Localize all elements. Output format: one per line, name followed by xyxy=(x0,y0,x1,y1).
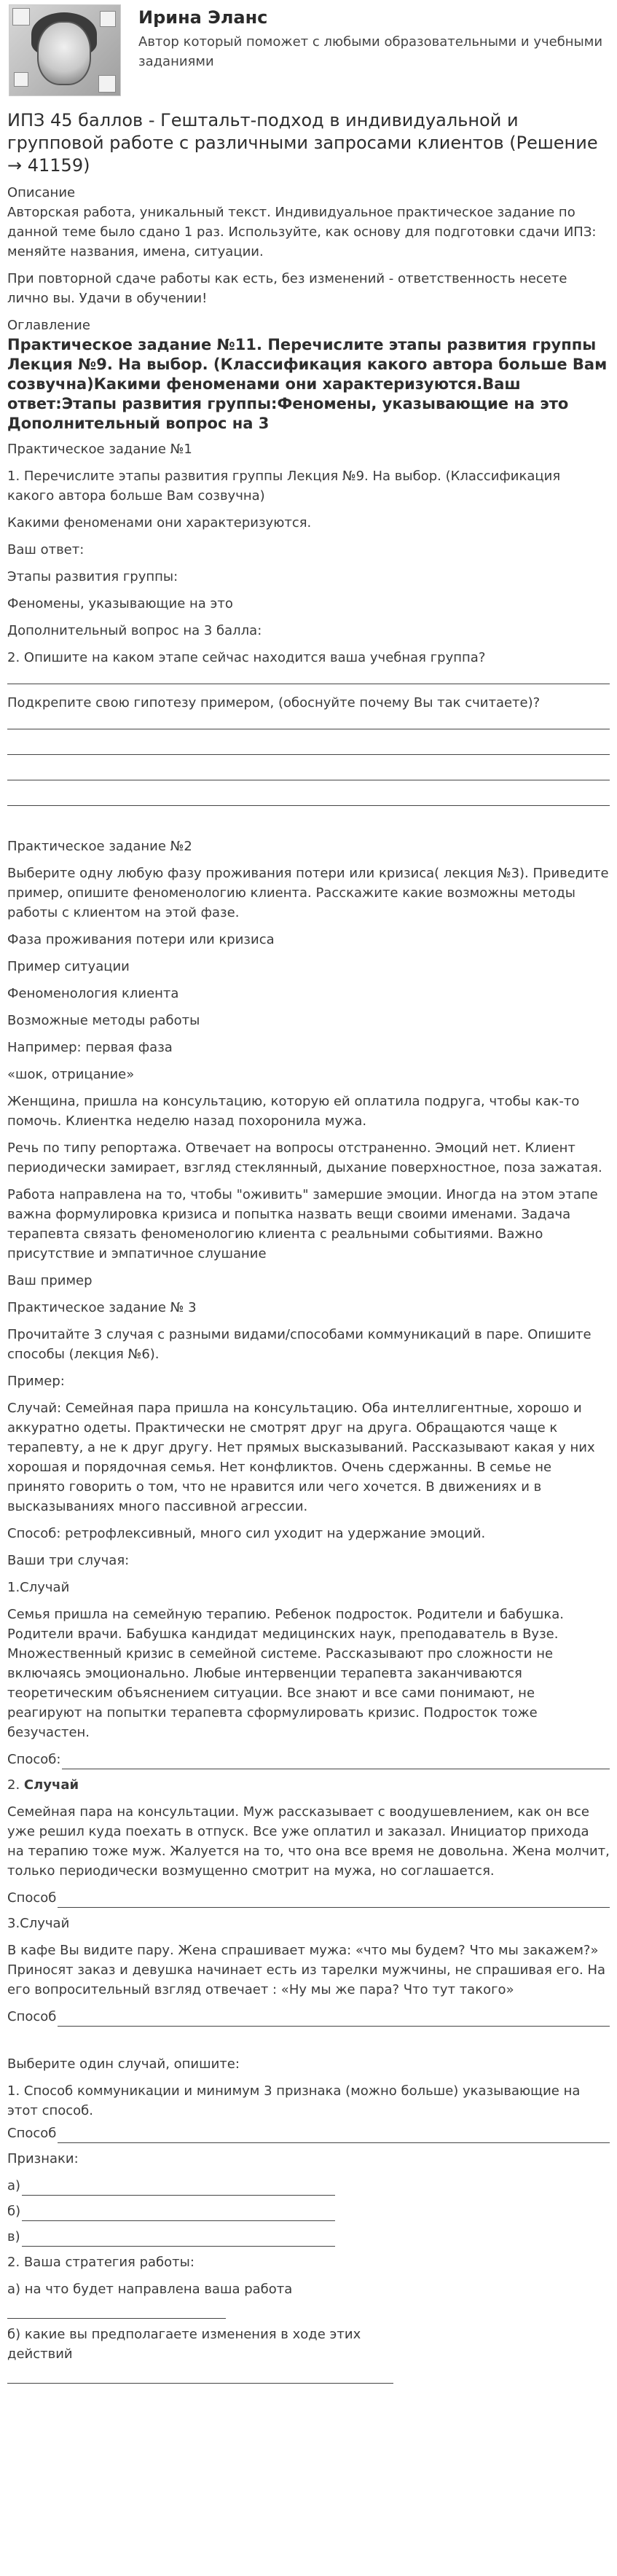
strategy-b-text: б) какие вы предполагаете изменения в ходе этих действий xyxy=(7,2327,361,2362)
answer-line xyxy=(7,2305,226,2319)
task3-heading: Практическое задание № 3 xyxy=(7,1300,197,1315)
task2-case-text: Женщина, пришла на консультацию, которую ей оплатила подруга, чтобы как-то помочь. Клиентка неделю назад похоронила мужа. xyxy=(7,1094,580,1129)
answer-line xyxy=(7,668,610,684)
sign-c-field xyxy=(7,2227,610,2247)
answer-line xyxy=(22,2180,335,2196)
task1-phenomena-label: Феномены, указывающие на это xyxy=(7,596,233,611)
document-content xyxy=(0,109,617,2384)
task1-stages-label: Этапы развития группы: xyxy=(7,569,178,584)
task2-methods-label: Возможные методы работы xyxy=(7,1013,200,1028)
task2-your-example: Ваш пример xyxy=(7,1273,93,1288)
task2-text: Выберите одну любую фазу проживания потери или кризиса( лекция №3). Приведите пример, опишите феноменологию клиента. Расскажите какие возможны методы работы с клиентом на этой фазе. xyxy=(7,866,609,920)
case2-text: Семейная пара на консультации. Муж рассказывает с воодушевлением, как он все уже решил куда поехать в отпуск. Все уже оплатил и заказал. Инициатор прихода на терапию тоже муж. Жалуется на то, что она все время не довольна. Жена молчит, только периодически возмущенно смотрит на мужа, но соглашается. xyxy=(7,1804,610,1879)
case3-method-field xyxy=(7,2007,610,2027)
case3-label: 3.Случай xyxy=(7,1916,70,1931)
case3-text: В кафе Вы видите пару. Жена спрашивает мужа: «что мы будем? Что мы закажем?» Приносят заказ и девушка начинает есть из тарелки мужчины, не спрашивая его. На его вопросительный взгляд отвечает : «Ну мы же пара? Что тут такого» xyxy=(7,1943,606,1997)
task1-extra-question: Дополнительный вопрос на 3 балла: xyxy=(7,623,262,638)
author-name[interactable]: Ирина Эланс xyxy=(138,7,268,28)
answer-line xyxy=(58,1892,610,1908)
task1-question-1b: Какими феноменами они характеризуются. xyxy=(7,515,312,531)
strategy-b-field xyxy=(7,2325,415,2384)
task2-phenomenology-label: Феноменология клиента xyxy=(7,986,179,1001)
task2-example-phase: Например: первая фаза xyxy=(7,1040,173,1055)
author-description: Автор который поможет с любыми образовательными и учебными заданиями xyxy=(138,34,603,69)
case1-method-field xyxy=(7,1750,610,1769)
task2-phase-label: Фаза проживания потери или кризиса xyxy=(7,932,275,947)
answer-line xyxy=(7,2370,393,2384)
method-label: Способ xyxy=(7,2126,57,2141)
choose-case-label: Выберите один случай, опишите: xyxy=(7,2056,240,2072)
method-label: Способ: xyxy=(7,1752,61,1767)
task3-example-method: Способ: ретрофлексивный, много сил уходит на удержание эмоций. xyxy=(7,1526,486,1541)
task1-answer-label: Ваш ответ: xyxy=(7,542,85,557)
method-label: Способ xyxy=(7,2009,57,2024)
answer-line xyxy=(22,2231,335,2247)
case2-label xyxy=(7,1775,610,1795)
page-title: ИПЗ 45 баллов - Гештальт-подход в индивидуальной и групповой работе с различными запросами клиентов (Решение → 41159) xyxy=(7,110,598,176)
description-text-1: Авторская работа, уникальный текст. Индивидуальное практическое задание по данной теме было сдано 1 раз. Используйте, как основу для подготовки сдачи ИПЗ: меняйте названия, имена, ситуации. xyxy=(7,205,597,259)
answer-line xyxy=(7,764,610,780)
task2-work-text: Работа направлена на то, чтобы "оживить" замершие эмоции. Иногда на этом этапе важна формулировка кризиса и попытка назвать вещи своими именами. Задача терапевта связать феноменологию клиента с реальными событиями. Важно присутствие и эмпатичное слушание xyxy=(7,1187,598,1261)
case2-number: 2. xyxy=(7,1777,20,1793)
task3-text: Прочитайте 3 случая с разными видами/способами коммуникаций в паре. Опишите способы (лекция №6). xyxy=(7,1327,592,1362)
sign-b-label: б) xyxy=(7,2204,21,2219)
answer-line xyxy=(62,1754,610,1769)
task2-speech-text: Речь по типу репортажа. Отвечает на вопросы отстраненно. Эмоций нет. Клиент периодически замирает, взгляд стеклянный, дыхание поверхностное, поза зажатая. xyxy=(7,1140,602,1175)
answer-line xyxy=(7,738,610,755)
case2-method-field xyxy=(7,1888,610,1908)
case2-label-bold: Случай xyxy=(23,1777,79,1793)
task3-example-case: Случай: Семейная пара пришла на консультацию. Оба интеллигентные, хорошо и аккуратно одеты. Практически не смотрят друг на друга. Обращаются чаще к терапевту, а не к друг другу. Нет прямых высказываний. Рассказывают какая у них хорошая и порядочная семья. Нет конфликтов. Очень сдержанны. В семье не принято говорить о том, что не нравится или чего хочется. В движениях и в высказываниях много пассивной агрессии. xyxy=(7,1401,595,1514)
task2-heading: Практическое задание №2 xyxy=(7,839,192,854)
sign-a-label: а) xyxy=(7,2178,21,2193)
task1-heading: Практическое задание №1 xyxy=(7,442,192,457)
toc-text: Практическое задание №11. Перечислите этапы развития группы Лекция №9. На выбор. (Классификация какого автора больше Вам созвучна)Какими феноменами они характеризуются.Ваш ответ:Этапы развития группы:Феномены, указывающие на это Дополнительный вопрос на 3 xyxy=(7,336,608,432)
answer-line xyxy=(58,2011,610,2027)
answer-line xyxy=(7,789,610,806)
sign-c-label: в) xyxy=(7,2229,20,2244)
answer-line xyxy=(58,2128,610,2143)
task1-question-2: 2. Опишите на каком этапе сейчас находится ваша учебная группа? xyxy=(7,650,486,665)
sign-a-field xyxy=(7,2176,610,2196)
case1-text: Семья пришла на семейную терапию. Ребенок подросток. Родители и бабушка. Родители врачи. Бабушка кандидат медицинских наук, преподаватель в Вузе. Множественный кризис в семейной системе. Рассказывают про сложности не включаясь эмоционально. Любые интервенции терапевта заканчиваются теоретическим объяснением ситуации. Все знают и все сами понимают, не реагируют на попытки терапевта сформулировать кризис. Подросток тоже безучастен. xyxy=(7,1607,564,1740)
sign-b-field xyxy=(7,2201,610,2221)
strategy-label: 2. Ваша стратегия работы: xyxy=(7,2255,194,2270)
author-header xyxy=(0,0,617,109)
method-label: Способ xyxy=(7,1890,57,1906)
task2-example-shock: «шок, отрицание» xyxy=(7,1067,135,1082)
answer-line xyxy=(7,713,610,729)
task1-question-1: 1. Перечислите этапы развития группы Лекция №9. На выбор. (Классификация какого автора больше Вам созвучна) xyxy=(7,469,561,504)
task3-your-cases-label: Ваши три случая: xyxy=(7,1553,130,1568)
choose-question-1: 1. Способ коммуникации и минимум 3 признака (можно больше) указывающие на этот способ. xyxy=(7,2083,581,2118)
description-text-2: При повторной сдаче работы как есть, без изменений - ответственность несете лично вы. Удачи в обучении! xyxy=(7,271,567,306)
strategy-a-field xyxy=(7,2279,415,2319)
task3-example-label: Пример: xyxy=(7,1374,65,1389)
description-label: Описание xyxy=(7,185,76,200)
strategy-a-text: а) на что будет направлена ваша работа xyxy=(7,2282,293,2297)
task1-support-question: Подкрепите свою гипотезу примером, (обоснуйте почему Вы так считаете)? xyxy=(7,695,541,710)
answer-line xyxy=(22,2206,335,2221)
author-avatar[interactable] xyxy=(9,4,121,96)
task2-example-label: Пример ситуации xyxy=(7,959,130,974)
case1-label: 1.Случай xyxy=(7,1580,70,1595)
choose-method-field xyxy=(7,2123,610,2143)
signs-label: Признаки: xyxy=(7,2151,79,2166)
toc-label: Оглавление xyxy=(7,318,90,333)
